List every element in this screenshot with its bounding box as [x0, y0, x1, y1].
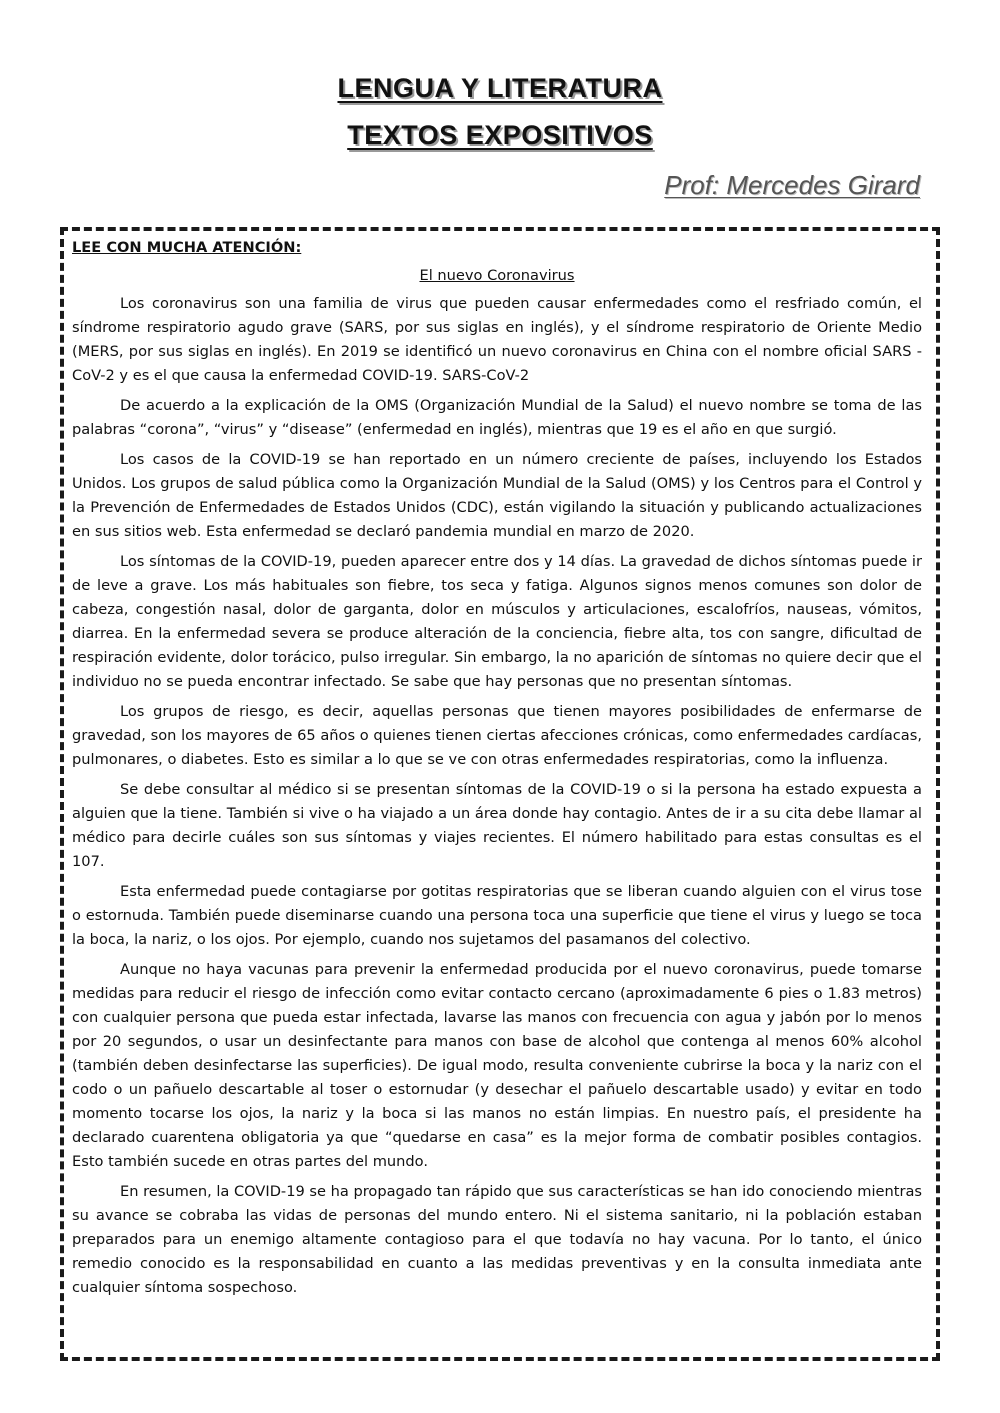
reading-instruction: LEE CON MUCHA ATENCIÓN: [72, 239, 302, 256]
article-title: El nuevo Coronavirus [419, 267, 575, 284]
paragraph: De acuerdo a la explicación de la OMS (Organización Mundial de la Salud) el nuevo nombre se toma de las palabras “corona”, “virus” y “disease” (enfermedad en inglés), mientras que 19 es el año en que surgió. [72, 397, 922, 438]
paragraph: Los síntomas de la COVID-19, pueden aparecer entre dos y 14 días. La gravedad de dichos síntomas puede ir de leve a grave. Los más habituales son fiebre, tos seca y fatiga. Algunos signos menos comunes son dolor de cabeza, congestión nasal, dolor de garganta, dolor en músculos y articulaciones, escalofríos, nauseas, vómitos, diarrea. En la enfermedad severa se produce alteración de la conciencia, fiebre alta, tos con sangre, dificultad de respiración evidente, dolor torácico, pulso irregular. Sin embargo, la no aparición de síntomas no quiere decir que el individuo no se pueda encontrar infectado. Se sabe que hay personas que no presentan síntomas. [72, 553, 922, 690]
paragraph: Esta enfermedad puede contagiarse por gotitas respiratorias que se liberan cuando alguien con el virus tose o estornuda. También puede diseminarse cuando una persona toca una superficie que tiene el virus y luego se toca la boca, la nariz, o los ojos. Por ejemplo, cuando nos sujetamos del pasamanos del colectivo. [72, 883, 922, 948]
paragraph: En resumen, la COVID-19 se ha propagado tan rápido que sus características se han ido conociendo mientras su avance se cobraba las vidas de personas del mundo entero. Ni el sistema sanitario, ni la población estaban preparados para un enemigo altamente contagioso para el que todavía no hay vacuna. Por lo tanto, el único remedio conocido es la responsabilidad en cuanto a las medidas preventivas y en la consulta inmediata ante cualquier síntoma sospechoso. [72, 1183, 922, 1296]
paragraph: Los casos de la COVID-19 se han reportado en un número creciente de países, incluyendo los Estados Unidos. Los grupos de salud pública como la Organización Mundial de la Salud (OMS) y los Centros para el Control y la Prevención de Enfermedades de Estados Unidos (CDC), están vigilando la situación y publicando actualizaciones en sus sitios web. Esta enfermedad se declaró pandemia mundial en marzo de 2020. [72, 451, 922, 540]
article-body [72, 236, 922, 1306]
paragraph: Se debe consultar al médico si se presentan síntomas de la COVID-19 o si la persona ha estado expuesta a alguien que la tiene. También si vive o ha viajado a un área donde hay contagio. Antes de ir a su cita debe llamar al médico para decirle cuáles son sus síntomas y viajes recientes. El número habilitado para estas consultas es el 107. [72, 781, 922, 870]
author-name: Prof: Mercedes Girard [664, 170, 920, 200]
page-title: LENGUA Y LITERATURA [337, 73, 663, 103]
page-subtitle: TEXTOS EXPOSITIVOS [347, 120, 653, 150]
paragraph: Aunque no haya vacunas para prevenir la enfermedad producida por el nuevo coronavirus, puede tomarse medidas para reducir el riesgo de infección como evitar contacto cercano (aproximadamente 6 pies o 1.83 metros) con cualquier persona que pueda estar infectada, lavarse las manos con frecuencia con agua y jabón por lo menos por 20 segundos, o usar un desinfectante para manos con base de alcohol que contenga al menos 60% alcohol (también deben desinfectarse las superficies). De igual modo, resulta conveniente cubrirse la boca y la nariz con el codo o un pañuelo descartable al toser o estornudar (y desechar el pañuelo descartable usado) y evitar en todo momento tocarse los ojos, la nariz y la boca si las manos no están limpias. En nuestro país, el presidente ha declarado cuarentena obligatoria ya que “quedarse en casa” es la mejor forma de combatir posibles contagios. Esto también sucede en otras partes del mundo. [72, 961, 922, 1170]
paragraph: Los coronavirus son una familia de virus que pueden causar enfermedades como el resfriado común, el síndrome respiratorio agudo grave (SARS, por sus siglas en inglés), y el síndrome respiratorio de Oriente Medio (MERS, por sus siglas en inglés). En 2019 se identificó un nuevo coronavirus en China con el nombre oficial SARS -CoV-2 y es el que causa la enfermedad COVID-19. SARS-CoV-2 [72, 295, 922, 384]
paragraph: Los grupos de riesgo, es decir, aquellas personas que tienen mayores posibilidades de enfermarse de gravedad, son los mayores de 65 años o quienes tienen ciertas afecciones crónicas, como enfermedades cardíacas, pulmonares, o diabetes. Esto es similar a lo que se ve con otras enfermedades respiratorias, como la influenza. [72, 703, 922, 768]
